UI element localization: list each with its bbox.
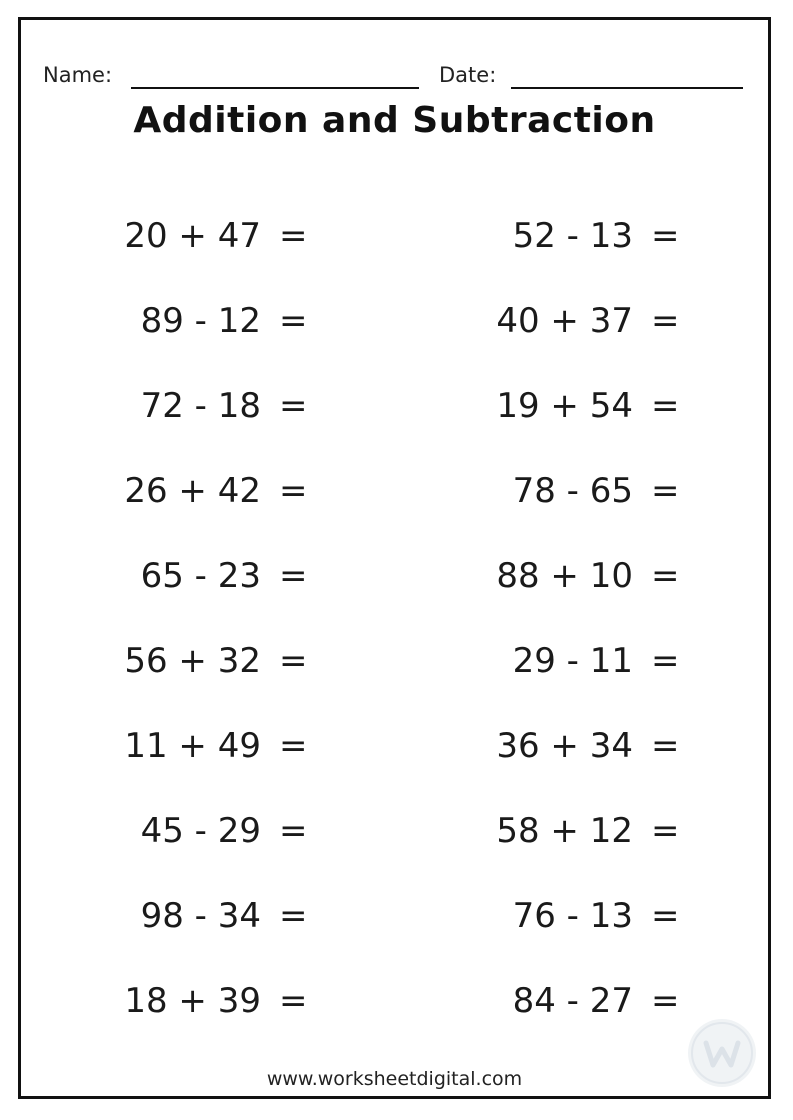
problem-item	[453, 278, 718, 363]
problem-item	[453, 788, 718, 873]
problem-item	[453, 193, 718, 278]
problem-item	[81, 363, 346, 448]
problem-expression: 26 + 42	[124, 470, 261, 511]
equals-sign: =	[651, 300, 680, 341]
problem-expression: 36 + 34	[496, 725, 633, 766]
problem-expression: 65 - 23	[140, 555, 261, 596]
problem-expression: 29 - 11	[512, 640, 633, 681]
problem-expression: 98 - 34	[140, 895, 261, 936]
equals-sign: =	[651, 470, 680, 511]
equals-sign: =	[651, 385, 680, 426]
equals-sign: =	[279, 300, 308, 341]
problems-right-column	[453, 193, 718, 1043]
problem-expression: 52 - 13	[512, 215, 633, 256]
problem-item	[453, 363, 718, 448]
equals-sign: =	[279, 810, 308, 851]
problem-item	[453, 958, 718, 1043]
problem-expression: 89 - 12	[140, 300, 261, 341]
problem-item	[453, 533, 718, 618]
equals-sign: =	[279, 980, 308, 1021]
equals-sign: =	[279, 470, 308, 511]
equals-sign: =	[651, 895, 680, 936]
date-label: Date:	[439, 63, 497, 87]
equals-sign: =	[279, 725, 308, 766]
problem-item	[81, 703, 346, 788]
date-answer-line[interactable]	[511, 87, 743, 89]
worksheet-page	[18, 17, 771, 1099]
problem-item	[81, 873, 346, 958]
name-answer-line[interactable]	[131, 87, 419, 89]
worksheet-digital-logo-icon	[688, 1019, 756, 1087]
problem-expression: 18 + 39	[124, 980, 261, 1021]
problem-expression: 40 + 37	[496, 300, 633, 341]
problem-expression: 56 + 32	[124, 640, 261, 681]
equals-sign: =	[279, 555, 308, 596]
problem-item	[453, 873, 718, 958]
problem-expression: 78 - 65	[512, 470, 633, 511]
problem-item	[81, 618, 346, 703]
equals-sign: =	[651, 980, 680, 1021]
problem-expression: 20 + 47	[124, 215, 261, 256]
problem-item	[81, 278, 346, 363]
footer-url: www.worksheetdigital.com	[266, 1068, 523, 1090]
page-title: Addition and Subtraction	[133, 100, 656, 141]
problem-expression: 72 - 18	[140, 385, 261, 426]
equals-sign: =	[279, 640, 308, 681]
equals-sign: =	[651, 555, 680, 596]
problem-item	[81, 958, 346, 1043]
problem-item	[453, 448, 718, 533]
problem-item	[453, 618, 718, 703]
equals-sign: =	[651, 810, 680, 851]
equals-sign: =	[651, 725, 680, 766]
equals-sign: =	[279, 215, 308, 256]
problems-left-column	[81, 193, 346, 1043]
equals-sign: =	[279, 385, 308, 426]
problem-item	[453, 703, 718, 788]
problem-expression: 76 - 13	[512, 895, 633, 936]
equals-sign: =	[651, 640, 680, 681]
problem-item	[81, 448, 346, 533]
problem-expression: 19 + 54	[496, 385, 633, 426]
problem-expression: 84 - 27	[512, 980, 633, 1021]
problem-expression: 11 + 49	[124, 725, 261, 766]
problem-expression: 88 + 10	[496, 555, 633, 596]
problem-item	[81, 193, 346, 278]
problem-item	[81, 788, 346, 873]
problem-item	[81, 533, 346, 618]
problem-expression: 45 - 29	[140, 810, 261, 851]
equals-sign: =	[279, 895, 308, 936]
problem-expression: 58 + 12	[496, 810, 633, 851]
name-label: Name:	[43, 63, 113, 87]
equals-sign: =	[651, 215, 680, 256]
